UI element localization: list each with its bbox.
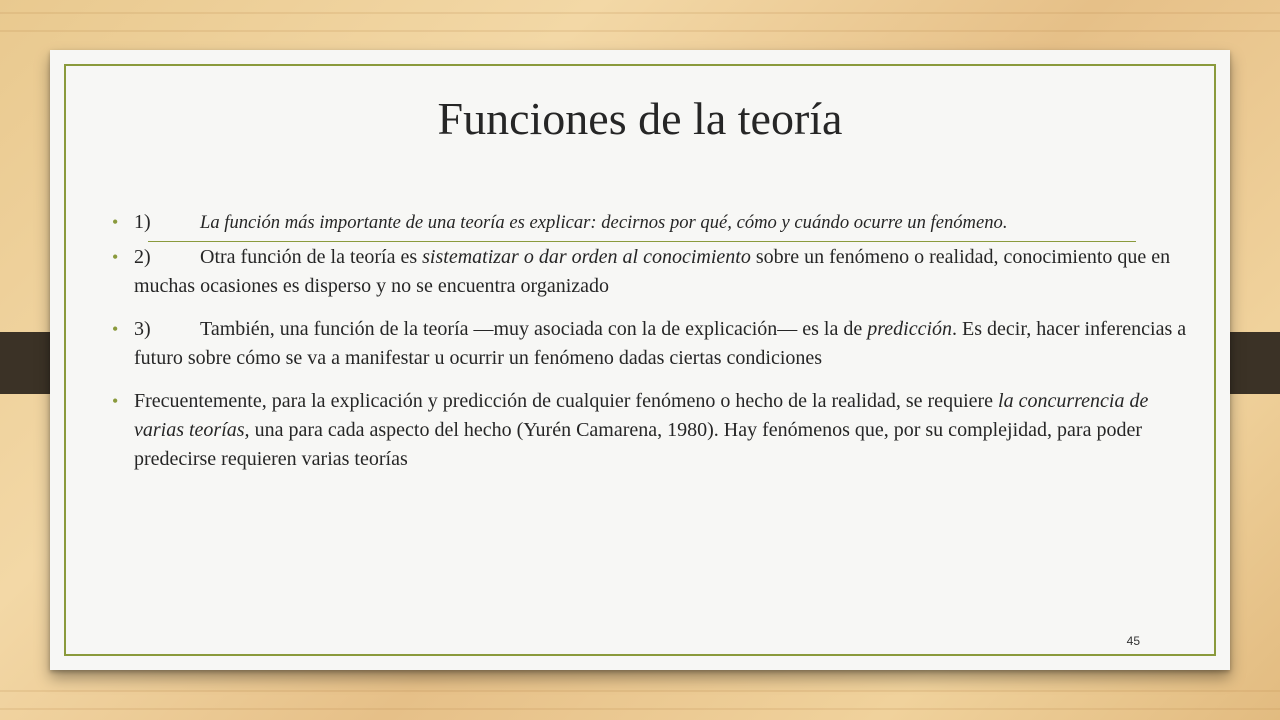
- bullet-dot-icon: •: [112, 391, 119, 411]
- bullet-dot-icon: •: [112, 212, 119, 232]
- slide: [50, 50, 1230, 670]
- bullet-text: Frecuentemente, para la explicación y predicción de cualquier fenómeno o hecho de la realidad, se requiere: [134, 390, 999, 412]
- bullet-text-italic: la concurrencia de varias teorías,: [134, 390, 1149, 441]
- bullet-text: sobre un fenómeno o realidad, conocimiento que en muchas ocasiones es disperso y no se encuentra organizado: [134, 246, 1171, 297]
- bullet-text: La función más importante de una teoría es explicar: decirnos por qué, cómo y cuándo ocurre un fenómeno.: [200, 212, 1008, 233]
- bullet-item-2: [112, 243, 1192, 301]
- wood-grain: [0, 708, 1280, 710]
- bullet-text-italic: predicción: [867, 318, 953, 340]
- bullet-item-4: [112, 387, 1192, 474]
- bullet-dot-icon: •: [112, 247, 119, 267]
- bullet-text: una para cada aspecto del hecho (Yurén Camarena, 1980). Hay fenómenos que, por su complejidad, para poder predecirse requieren varias teorías: [134, 419, 1142, 470]
- bullet-number: 1): [134, 211, 151, 233]
- bullet-dot-icon: •: [112, 319, 119, 339]
- wood-grain: [0, 690, 1280, 692]
- page-number: 45: [1126, 634, 1140, 648]
- slide-title: Funciones de la teoría: [437, 93, 843, 144]
- bullet-item-3: [112, 315, 1192, 373]
- wood-grain: [0, 30, 1280, 32]
- bullet-text: También, una función de la teoría —muy asociada con la de explicación— es la de: [200, 318, 868, 340]
- bullet-text: Otra función de la teoría es: [200, 246, 423, 268]
- bullet-number: 3): [134, 318, 151, 340]
- bullet-item-1: [112, 208, 1192, 237]
- bullet-list: [112, 208, 1192, 474]
- wood-grain: [0, 12, 1280, 14]
- bullet-number: 2): [134, 246, 151, 268]
- bullet-text: . Es decir, hacer inferencias a futuro sobre cómo se va a manifestar u ocurrir un fenómeno dadas ciertas condiciones: [134, 318, 1187, 369]
- bullet-text-italic: sistematizar o dar orden al conocimiento: [422, 246, 751, 268]
